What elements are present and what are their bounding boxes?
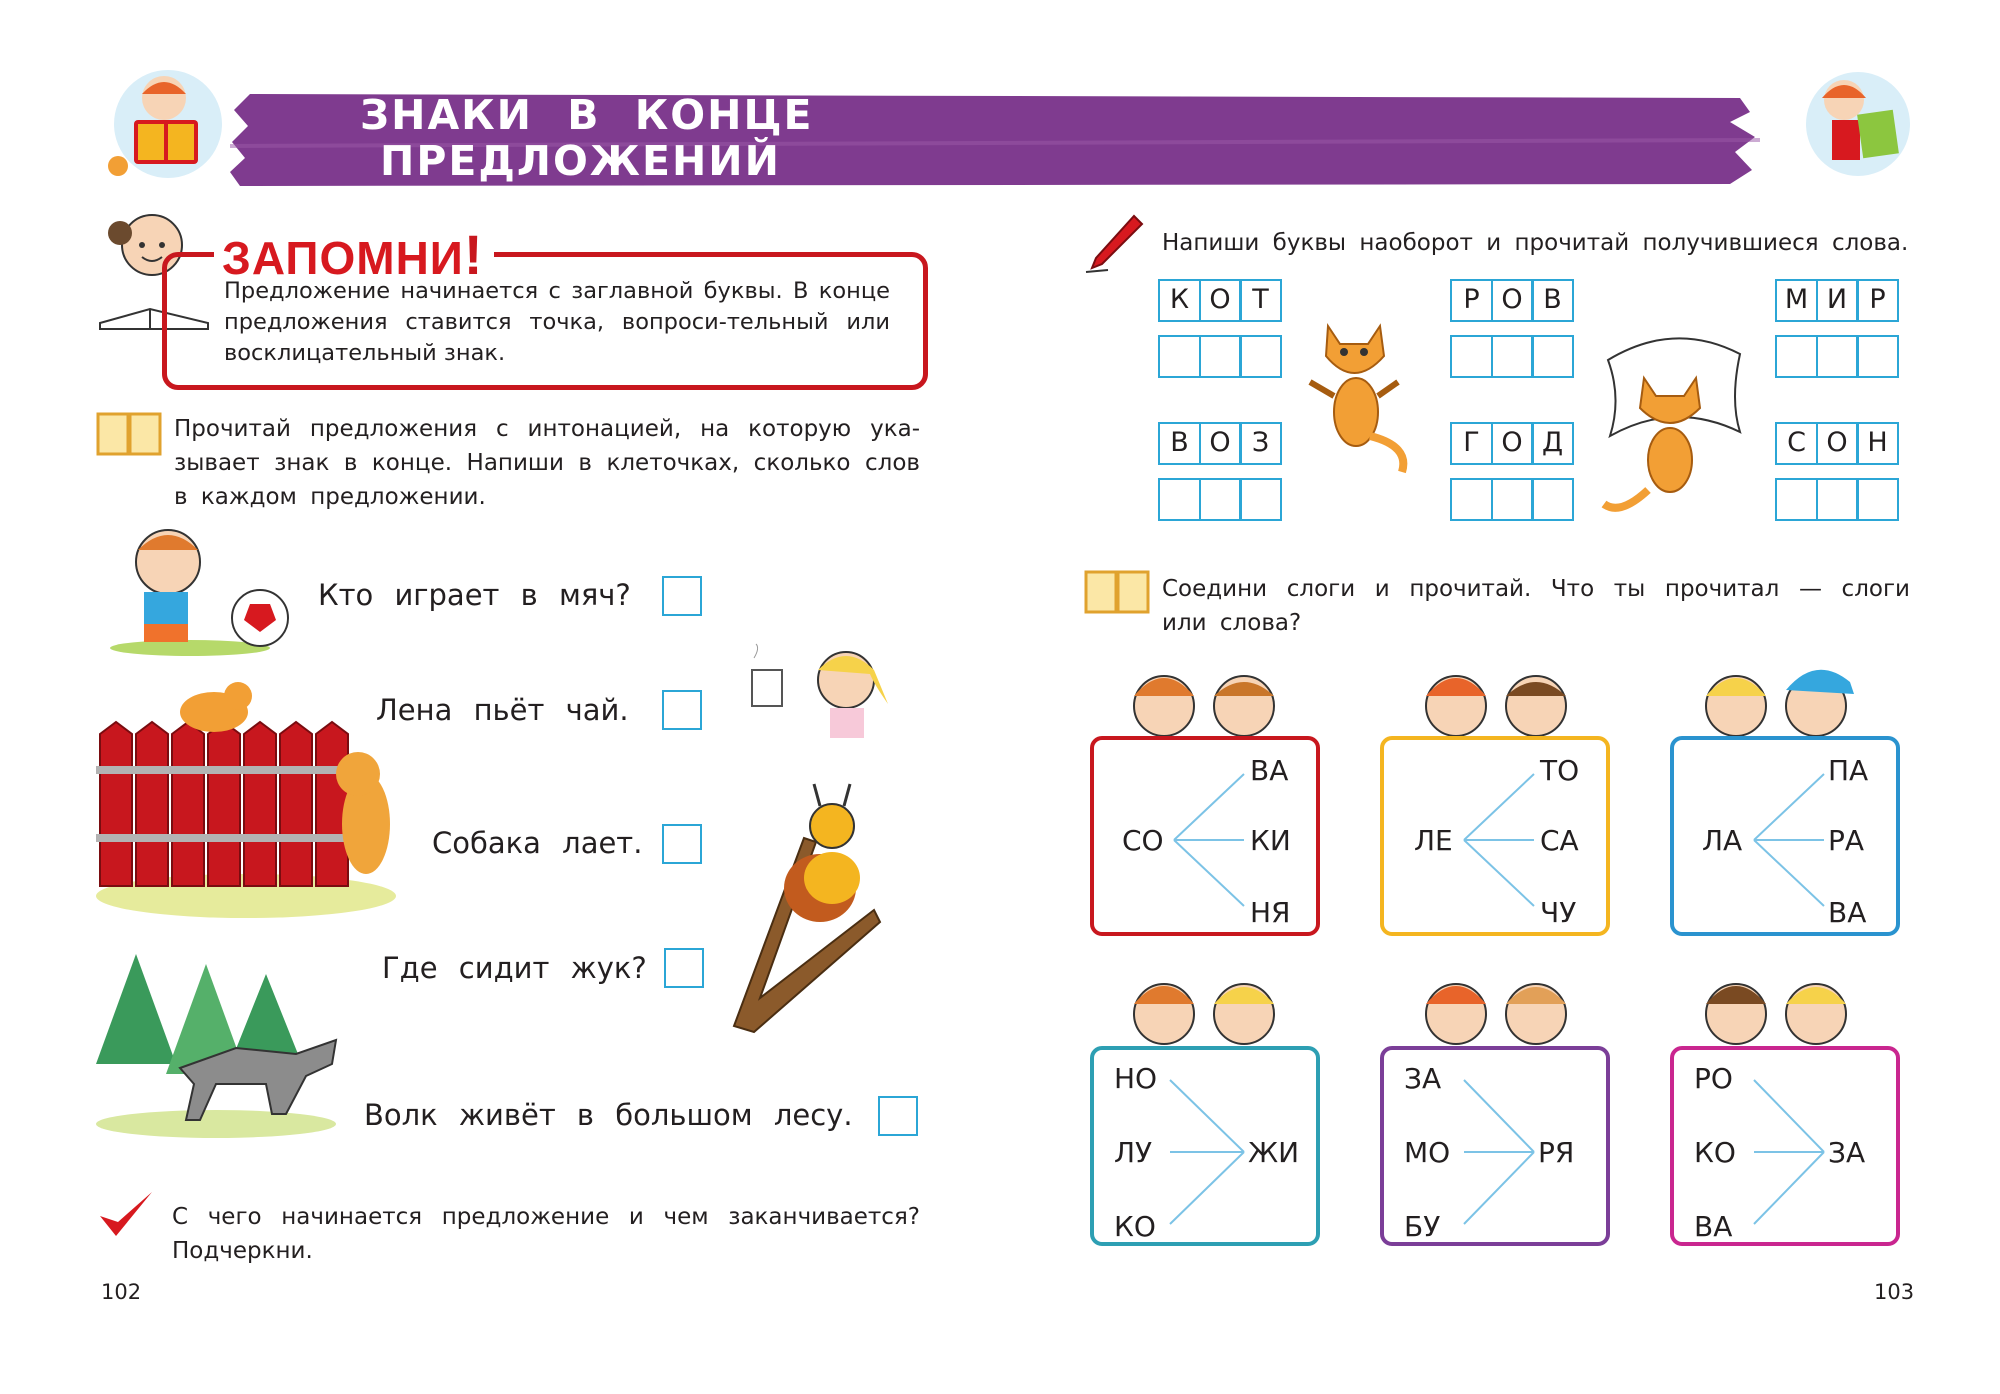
syllable-box-6	[1670, 1046, 1900, 1246]
task4-instruction: Соедини слоги и прочитай. Что ты прочитал — слоги или слова?	[1162, 576, 1910, 636]
letter-cell: О	[1491, 279, 1534, 322]
letter-cell: М	[1775, 279, 1818, 322]
task1-instruction: Прочитай предложения с интонацией, на которую ука-зывает знак в конце. Напиши в клеточках, сколько слов в каждом предложении.	[174, 416, 920, 510]
syllable-right: ЧУ	[1540, 896, 1577, 929]
syllable-left: МО	[1404, 1136, 1451, 1169]
letter-cell: О	[1491, 422, 1534, 465]
title-line-1: ЗНАКИ В КОНЦЕ	[360, 91, 814, 139]
answer-cell[interactable]	[1450, 478, 1493, 521]
syllable-right: СА	[1540, 824, 1579, 857]
answer-cell[interactable]	[1158, 335, 1201, 378]
letter-cell: С	[1775, 422, 1818, 465]
syllable-left: БУ	[1404, 1210, 1441, 1243]
syllable-left: СО	[1122, 824, 1164, 857]
answer-box-4[interactable]	[664, 948, 704, 988]
children-pair-illustration	[1682, 650, 1872, 740]
letter-cell: Г	[1450, 422, 1493, 465]
syllable-left: РО	[1694, 1062, 1733, 1095]
sentence-4: Где сидит жук?	[382, 951, 647, 985]
syllable-right: ЖИ	[1248, 1136, 1300, 1169]
letter-cell: В	[1158, 422, 1201, 465]
syllable-right: ЗА	[1828, 1136, 1866, 1169]
answer-cell[interactable]	[1239, 478, 1282, 521]
book-icon	[1084, 570, 1150, 614]
syllable-left: ЛУ	[1114, 1136, 1153, 1169]
beetle-on-branch-illustration	[724, 778, 894, 1034]
book-icon	[96, 412, 162, 456]
children-pair-illustration	[1402, 958, 1592, 1048]
syllable-right: ПА	[1828, 754, 1869, 787]
syllable-left: ЛЕ	[1414, 824, 1453, 857]
children-pair-illustration	[1682, 958, 1872, 1048]
answer-cell[interactable]	[1531, 335, 1574, 378]
answer-cell[interactable]	[1856, 335, 1899, 378]
syllable-left: ВА	[1694, 1210, 1733, 1243]
letter-cell: О	[1199, 422, 1242, 465]
answer-cell[interactable]	[1816, 335, 1859, 378]
syllable-left: КО	[1694, 1136, 1736, 1169]
letter-cell: О	[1816, 422, 1859, 465]
answer-cell[interactable]	[1158, 478, 1201, 521]
answer-cell[interactable]	[1199, 335, 1242, 378]
letter-cell: В	[1531, 279, 1574, 322]
letter-cell: Н	[1856, 422, 1899, 465]
answer-box-1[interactable]	[662, 576, 702, 616]
pencil-icon	[1084, 212, 1144, 274]
answer-cell[interactable]	[1775, 335, 1818, 378]
fence-cat-dog-illustration	[96, 674, 396, 918]
syllable-left: КО	[1114, 1210, 1156, 1243]
word-group-5	[1450, 422, 1572, 521]
answer-cell[interactable]	[1450, 335, 1493, 378]
syllable-box-5	[1380, 1046, 1610, 1246]
sentence-1: Кто играет в мяч?	[318, 578, 631, 612]
children-pair-illustration	[1110, 660, 1300, 740]
word-group-3	[1775, 279, 1897, 378]
boy-with-ball-illustration	[100, 520, 310, 660]
answer-box-3[interactable]	[662, 824, 702, 864]
syllable-box-2	[1380, 736, 1610, 936]
syllable-right: ВА	[1250, 754, 1289, 787]
sentence-5: Волк живёт в большом лесу.	[364, 1098, 853, 1132]
syllable-box-3	[1670, 736, 1900, 936]
syllable-box-4	[1090, 1046, 1320, 1246]
syllable-right: КИ	[1250, 824, 1291, 857]
answer-box-5[interactable]	[878, 1096, 918, 1136]
answer-cell[interactable]	[1816, 478, 1859, 521]
answer-cell[interactable]	[1531, 478, 1574, 521]
syllable-right: ТО	[1540, 754, 1580, 787]
syllable-left: ЗА	[1404, 1062, 1442, 1095]
forest-wolf-illustration	[96, 944, 346, 1140]
syllable-right: НЯ	[1250, 896, 1291, 929]
letter-cell: Р	[1450, 279, 1493, 322]
answer-cell[interactable]	[1775, 478, 1818, 521]
word-group-2	[1450, 279, 1572, 378]
syllable-right: РА	[1828, 824, 1865, 857]
answer-cell[interactable]	[1491, 478, 1534, 521]
checkmark-icon	[96, 1188, 156, 1240]
letter-cell: К	[1158, 279, 1201, 322]
girl-reading-illustration	[98, 68, 228, 180]
answer-cell[interactable]	[1199, 478, 1242, 521]
letter-cell: Д	[1531, 422, 1574, 465]
children-pair-illustration	[1402, 660, 1592, 740]
letter-cell: О	[1199, 279, 1242, 322]
letter-cell: Т	[1239, 279, 1282, 322]
syllable-left: НО	[1114, 1062, 1158, 1095]
task2-instruction: С чего начинается предложение и чем заканчивается? Подчеркни.	[172, 1204, 920, 1264]
syllable-right: РЯ	[1538, 1136, 1575, 1169]
cat-standing-illustration	[1306, 316, 1416, 476]
girl-with-book-illustration	[1798, 68, 1908, 180]
word-group-1	[1158, 279, 1280, 378]
letter-cell: И	[1816, 279, 1859, 322]
answer-cell[interactable]	[1239, 335, 1282, 378]
task3-instruction: Напиши буквы наоборот и прочитай получившиеся слова.	[1162, 230, 1909, 256]
letter-cell: З	[1239, 422, 1282, 465]
cat-with-pillow-illustration	[1600, 320, 1748, 520]
sentence-3: Собака лает.	[432, 826, 643, 860]
remember-heading-text: ЗАПОМНИ	[222, 232, 464, 284]
word-group-4	[1158, 422, 1280, 521]
syllable-box-1	[1090, 736, 1320, 936]
answer-cell[interactable]	[1491, 335, 1534, 378]
answer-box-2[interactable]	[662, 690, 702, 730]
page-number-right: 103	[1874, 1280, 1915, 1304]
letter-cell: Р	[1856, 279, 1899, 322]
girl-with-cup-illustration	[748, 644, 898, 744]
syllable-left: ЛА	[1702, 824, 1743, 857]
title-line-2: ПРЕДЛОЖЕНИЙ	[380, 137, 781, 185]
remember-text: Предложение начинается с заглавной буквы. В конце предложения ставится точка, вопроси-тельный или восклицательный знак.	[224, 278, 890, 366]
children-pair-illustration	[1110, 958, 1300, 1048]
sentence-2: Лена пьёт чай.	[376, 693, 629, 727]
page-title	[360, 92, 814, 184]
exclamation-mark: !	[463, 223, 484, 286]
page-number-left: 102	[101, 1280, 142, 1304]
syllable-right: ВА	[1828, 896, 1867, 929]
word-group-6	[1775, 422, 1897, 521]
answer-cell[interactable]	[1856, 478, 1899, 521]
